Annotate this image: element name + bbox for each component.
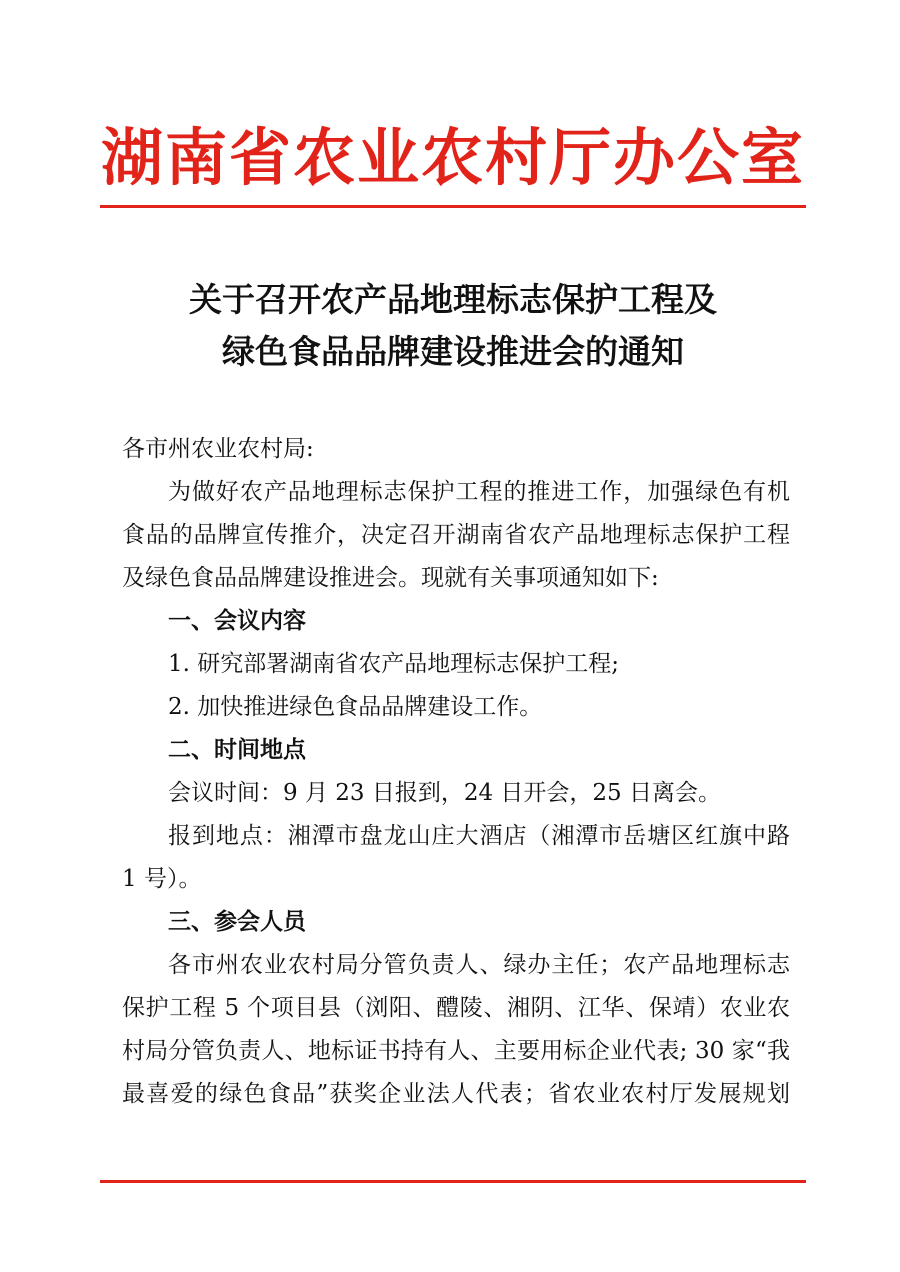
notice-body <box>122 428 790 1116</box>
meeting-content-item: 2. 加快推进绿色食品品牌建设工作。 <box>168 694 543 720</box>
meeting-place-line: 报到地点：湘潭市盘龙山庄大酒店（湘潭市岳塘区红旗中路 <box>168 823 790 849</box>
attendees-line: 各市州农业农村局分管负责人、绿办主任；农产品地理标志 <box>168 952 790 978</box>
attendees-line: 村局分管负责人、地标证书持有人、主要用标企业代表; 30 家“我 <box>122 1038 790 1064</box>
intro-paragraph-line: 食品的品牌宣传推介，决定召开湖南省农产品地理标志保护工程 <box>122 522 790 548</box>
intro-paragraph-line: 为做好农产品地理标志保护工程的推进工作，加强绿色有机 <box>168 479 790 505</box>
intro-paragraph-line: 及绿色食品品牌建设推进会。现就有关事项通知如下: <box>122 565 659 591</box>
meeting-time: 会议时间：9 月 23 日报到，24 日开会，25 日离会。 <box>168 780 721 806</box>
meeting-content-item: 1. 研究部署湖南省农产品地理标志保护工程; <box>168 651 620 677</box>
attendees-line: 最喜爱的绿色食品”获奖企业法人代表；省农业农村厅发展规划 <box>122 1081 790 1107</box>
footer-red-rule <box>100 1180 806 1183</box>
header-red-rule <box>100 205 806 208</box>
salutation: 各市州农业农村局: <box>122 436 314 462</box>
notice-title-line-1: 关于召开农产品地理标志保护工程及 <box>189 280 717 319</box>
issuing-office-header: 湖南省农业农村厅办公室 <box>100 121 805 194</box>
meeting-place-line: 1 号）。 <box>122 866 202 892</box>
section-heading-attendees: 三、参会人员 <box>168 909 306 935</box>
notice-title <box>100 274 806 378</box>
section-heading-time-place: 二、时间地点 <box>168 737 306 763</box>
notice-title-line-2: 绿色食品品牌建设推进会的通知 <box>222 332 684 371</box>
attendees-line: 保护工程 5 个项目县（浏阳、醴陵、湘阴、江华、保靖）农业农 <box>122 995 790 1021</box>
section-heading-meeting-content: 一、会议内容 <box>168 608 306 634</box>
